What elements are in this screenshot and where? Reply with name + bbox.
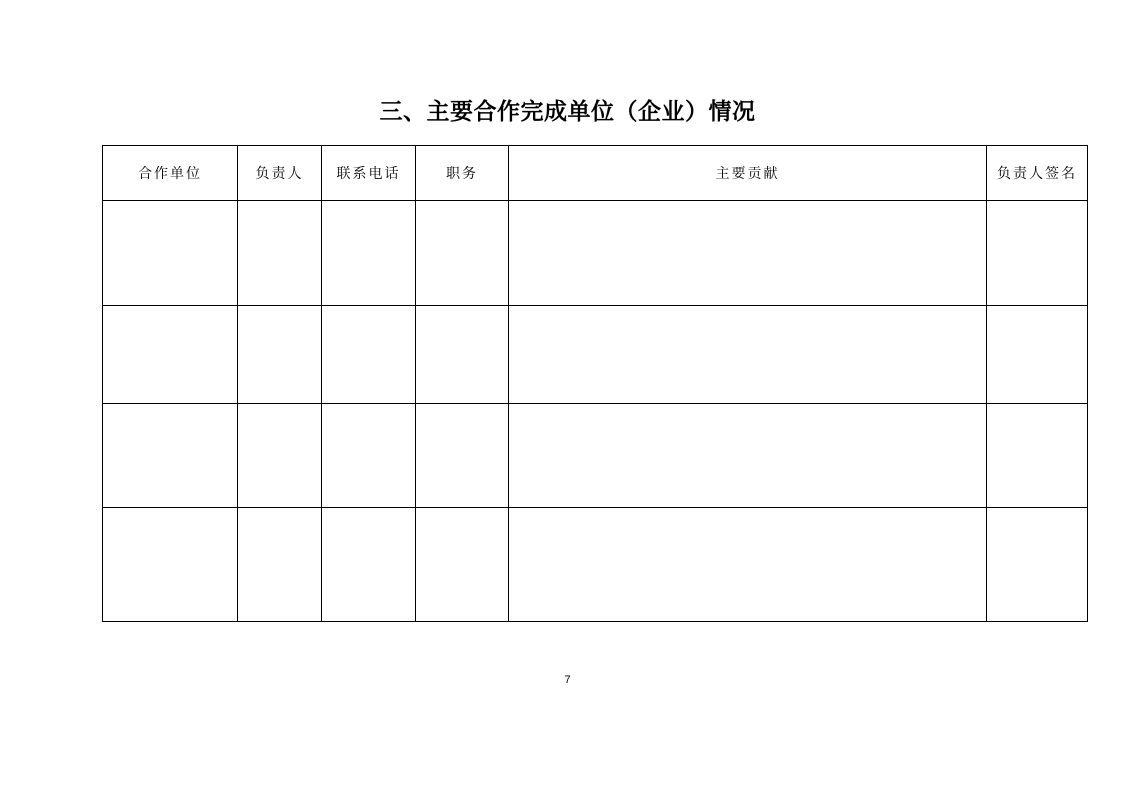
table-header-row (103, 146, 1088, 201)
cell-position (416, 306, 509, 404)
page-title: 三、主要合作完成单位（企业）情况 (379, 99, 756, 125)
cell-main-contribution (509, 201, 987, 306)
cell-position (416, 201, 509, 306)
cell-contact-phone (322, 306, 416, 404)
cell-signature (987, 306, 1088, 404)
cell-main-contribution (509, 404, 987, 508)
table-row (103, 508, 1088, 622)
cell-contact-phone (322, 404, 416, 508)
cell-contact-phone (322, 201, 416, 306)
cell-person-in-charge (238, 201, 322, 306)
header-person-in-charge: 负责人 (238, 146, 322, 201)
cell-signature (987, 404, 1088, 508)
header-cooperation-unit: 合作单位 (103, 146, 238, 201)
cell-cooperation-unit (103, 306, 238, 404)
cooperation-units-table (102, 145, 1088, 622)
cell-signature (987, 508, 1088, 622)
cell-person-in-charge (238, 404, 322, 508)
cell-contact-phone (322, 508, 416, 622)
header-main-contribution: 主要贡献 (509, 146, 987, 201)
cell-cooperation-unit (103, 404, 238, 508)
page-number: 7 (564, 674, 571, 686)
cell-position (416, 404, 509, 508)
cell-cooperation-unit (103, 508, 238, 622)
header-position: 职务 (416, 146, 509, 201)
header-signature: 负责人签名 (987, 146, 1088, 201)
cell-main-contribution (509, 306, 987, 404)
cell-person-in-charge (238, 306, 322, 404)
cell-position (416, 508, 509, 622)
cell-main-contribution (509, 508, 987, 622)
cell-person-in-charge (238, 508, 322, 622)
cell-signature (987, 201, 1088, 306)
table-row (103, 306, 1088, 404)
header-contact-phone: 联系电话 (322, 146, 416, 201)
table-row (103, 404, 1088, 508)
table-row (103, 201, 1088, 306)
cell-cooperation-unit (103, 201, 238, 306)
